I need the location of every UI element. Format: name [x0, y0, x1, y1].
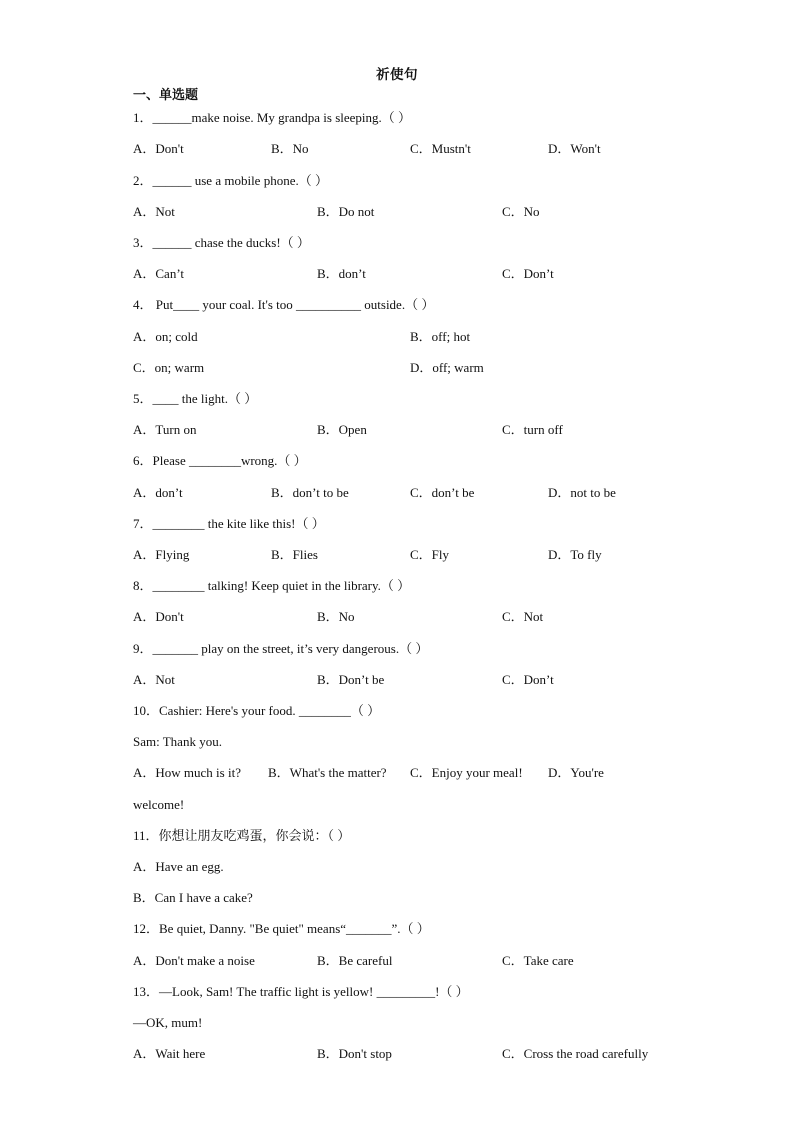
q1-option-d[interactable]: D．Won't	[548, 141, 601, 156]
question-10: 10．Cashier: Here's your food. ________（ ）	[133, 703, 381, 718]
q4-option-b[interactable]: B．off; hot	[410, 329, 471, 344]
q9-option-c[interactable]: C．Don’t	[502, 672, 554, 687]
q9-option-a[interactable]: A．Not	[133, 672, 175, 687]
q5-option-a[interactable]: A．Turn on	[133, 422, 197, 437]
q7-option-d[interactable]: D．To fly	[548, 547, 602, 562]
q8-option-a[interactable]: A．Don't	[133, 609, 184, 624]
q6-option-c[interactable]: C．don’t be	[410, 485, 475, 500]
q2-option-b[interactable]: B．Do not	[317, 204, 375, 219]
q5-option-b[interactable]: B．Open	[317, 422, 367, 437]
q10-option-c[interactable]: C．Enjoy your meal!	[410, 765, 523, 780]
question-6: 6．Please ________wrong.（ ）	[133, 453, 307, 468]
question-9: 9．_______ play on the street, it’s very dangerous.（ ）	[133, 641, 429, 656]
q9-option-b[interactable]: B．Don’t be	[317, 672, 385, 687]
question-2: 2．______ use a mobile phone.（ ）	[133, 173, 328, 188]
q11-option-a[interactable]: A．Have an egg.	[133, 859, 224, 874]
q5-option-c[interactable]: C．turn off	[502, 422, 563, 437]
q7-option-b[interactable]: B．Flies	[271, 547, 318, 562]
q13-option-c[interactable]: C．Cross the road carefully	[502, 1046, 649, 1061]
section-heading: 一、单选题	[133, 87, 199, 102]
question-13-dialogue: —OK, mum!	[133, 1015, 203, 1030]
question-3: 3．______ chase the ducks!（ ）	[133, 235, 310, 250]
question-11: 11．你想让朋友吃鸡蛋，你会说：（ ）	[133, 828, 351, 843]
question-1: 1．______make noise. My grandpa is sleeping.（ ）	[133, 110, 412, 125]
q8-option-b[interactable]: B．No	[317, 609, 355, 624]
question-10-dialogue: Sam: Thank you.	[133, 734, 222, 749]
q6-option-d[interactable]: D．not to be	[548, 485, 616, 500]
q10-option-d[interactable]: D．You're	[548, 765, 604, 780]
q13-option-a[interactable]: A．Wait here	[133, 1046, 206, 1061]
q7-option-a[interactable]: A．Flying	[133, 547, 190, 562]
q6-option-a[interactable]: A．don’t	[133, 485, 183, 500]
q3-option-b[interactable]: B．don’t	[317, 266, 366, 281]
q2-option-a[interactable]: A．Not	[133, 204, 175, 219]
question-5: 5．____ the light.（ ）	[133, 391, 258, 406]
q1-option-b[interactable]: B．No	[271, 141, 309, 156]
q12-option-c[interactable]: C．Take care	[502, 953, 574, 968]
q6-option-b[interactable]: B．don’t to be	[271, 485, 349, 500]
q1-option-c[interactable]: C．Mustn't	[410, 141, 471, 156]
q7-option-c[interactable]: C．Fly	[410, 547, 450, 562]
question-13: 13．—Look, Sam! The traffic light is yellow! _________!（ ）	[133, 984, 469, 999]
q3-option-c[interactable]: C．Don’t	[502, 266, 554, 281]
question-4: 4． Put____ your coal. It's too __________ outside.（ ）	[133, 297, 435, 312]
question-8: 8．________ talking! Keep quiet in the library.（ ）	[133, 578, 411, 593]
q8-option-c[interactable]: C．Not	[502, 609, 544, 624]
q4-option-c[interactable]: C．on; warm	[133, 360, 205, 375]
q12-option-b[interactable]: B．Be careful	[317, 953, 393, 968]
q10-option-a[interactable]: A．How much is it?	[133, 765, 241, 780]
question-7: 7．________ the kite like this!（ ）	[133, 516, 325, 531]
q11-option-b[interactable]: B．Can I have a cake?	[133, 890, 253, 905]
q1-option-a[interactable]: A．Don't	[133, 141, 184, 156]
q10-option-d-wrap[interactable]: welcome!	[133, 797, 185, 812]
q4-option-a[interactable]: A．on; cold	[133, 329, 198, 344]
q4-option-d[interactable]: D．off; warm	[410, 360, 484, 375]
q3-option-a[interactable]: A．Can’t	[133, 266, 185, 281]
page-title: 祈使句	[376, 67, 418, 82]
q13-option-b[interactable]: B．Don't stop	[317, 1046, 392, 1061]
q12-option-a[interactable]: A．Don't make a noise	[133, 953, 255, 968]
q10-option-b[interactable]: B．What's the matter?	[268, 765, 387, 780]
q2-option-c[interactable]: C．No	[502, 204, 540, 219]
question-12: 12．Be quiet, Danny. "Be quiet" means“_______”.（ ）	[133, 921, 430, 936]
